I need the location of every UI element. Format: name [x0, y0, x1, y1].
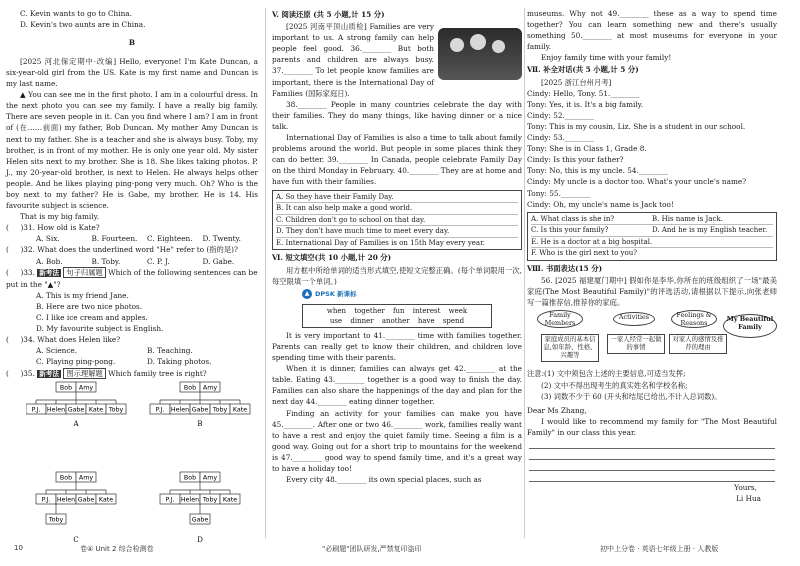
tree-node: [76, 494, 96, 504]
tree-node: [56, 472, 76, 482]
tree-node: [76, 472, 96, 482]
svg-text:Gabe: Gabe: [191, 406, 209, 414]
svg-text:Amy: Amy: [202, 474, 218, 482]
svg-text:Helen: Helen: [56, 496, 76, 504]
tree-node: [190, 404, 210, 414]
question-32: ( )32. What does the underlined word "He" refer to (指的是)?: [6, 245, 238, 255]
tree-node: [170, 404, 190, 414]
logo-icon: ▲: [302, 289, 312, 299]
footer-left: 卷④ Unit 2 综合检测卷: [80, 545, 154, 553]
svg-text:Helen: Helen: [180, 496, 200, 504]
word-bank-box: [302, 304, 492, 328]
svg-text:Gabe: Gabe: [77, 496, 95, 504]
svg-text:Gabe: Gabe: [191, 516, 209, 524]
passage-paragraph: That is my big family.: [20, 212, 100, 222]
tree-node: [180, 382, 200, 392]
fill-paragraph-continued: museums. Why not 49.________ these as a way to spend time together? You can learn something new and there's usually something 50.________ at most museums for everyone in your family.: [527, 9, 777, 52]
mind-node: Family Members: [537, 310, 583, 328]
mind-box: 家庭成员的基本信息,如年龄、性格、兴趣等: [541, 334, 599, 362]
fill-paragraph: Finding an activity for your families can make you have 45.________. After one or two 46.________ work, families really want to have a rest and enjoy the quiet family time. Seeing a film is a good way. Going out for a short trip to mountains for the weekend is 47.________ good way to spend family time, and it's a great way to have a holiday too!: [272, 408, 522, 473]
column-divider: [524, 8, 525, 538]
q33-options: A. This is my friend Jane. B. Here are two nice photos. C. I like ice cream and apples. D. My favourite subject is English.: [36, 290, 164, 334]
tree-node: [150, 404, 170, 414]
word-row: use dinner another have spend: [329, 316, 465, 325]
section-8-title: Ⅷ. 书面表达(15 分): [527, 264, 603, 274]
family-tree-diagram: [26, 380, 258, 566]
fill-paragraph: Every city 48.________ its own special places, such as: [286, 475, 482, 485]
section-6-instruction: 用方框中所给单词的适当形式填空,使短文完整正确。(每个单词限用一次,每空限填一个单词。): [272, 265, 522, 286]
question-35: ( )35. 新考法 图示理解题 Which family tree is right?: [6, 368, 207, 378]
tree-node: [56, 382, 76, 392]
tree-node: [180, 472, 200, 482]
tree-node: [200, 494, 220, 504]
family-photo: [438, 28, 522, 80]
tree-node: [190, 514, 210, 524]
tree-node: [210, 404, 230, 414]
svg-text:Kate: Kate: [232, 406, 248, 414]
dialogue-line: Tony: 55.________: [527, 188, 591, 198]
svg-text:Bob: Bob: [183, 474, 197, 482]
svg-text:Kate: Kate: [88, 406, 104, 414]
svg-text:Toby: Toby: [202, 496, 218, 504]
tree-node: [36, 494, 56, 504]
tree-node: [46, 514, 66, 524]
dialogue-line: Cindy: My uncle is a doctor too. What's your uncle's name?: [527, 177, 747, 187]
svg-text:P.J.: P.J.: [31, 406, 41, 414]
svg-text:P.J.: P.J.: [165, 496, 175, 504]
dialogue-line: Tony: She is in Class 1, Grade 8.: [527, 144, 647, 154]
writing-line[interactable]: [529, 449, 775, 460]
q34-options: A. Science. B. Teaching. C. Playing ping-pong. D. Taking photos.: [36, 346, 212, 367]
column-3: [527, 8, 777, 504]
svg-text:Bob: Bob: [59, 384, 73, 392]
letter-close: Yours,: [734, 483, 757, 492]
tree-node: [200, 472, 220, 482]
tree-node: [160, 494, 180, 504]
section-5-title: V. 阅读还原 (共 5 小题,计 15 分): [272, 10, 385, 19]
svg-text:Toby: Toby: [108, 406, 124, 414]
footer-right: 初中上分卷 · 英语七年级上册 · 人教版: [600, 545, 719, 553]
reading-paragraph: International Day of Families is also a time to talk about family problems around the world. But people in some places think they can do better. 39.________ In Canada, people celebrate Family Day on the third Monday in February. 40.________ They are at home and have fun with their families.: [272, 133, 522, 187]
writing-task: 56. [2025 福建厦门期中] 假如你是李华,你所在的班级组织了一场"最美家庭(The Most Beautiful Family)"的评选活动,请根据以下提示,向张老师写一篇推荐信,推荐你的家庭。: [527, 276, 777, 308]
tree-node: [200, 382, 220, 392]
family-trees: [26, 380, 258, 566]
reading-paragraph: 38.________ People in many countries celebrate the day with their families. They do many things, like having dinner or a nice talk.: [272, 99, 522, 131]
tree-node: [26, 404, 46, 414]
question-33: ( )33. 新考法 句子归属题 Which of the following sentences can be put in the "▲"?: [6, 267, 258, 289]
tree-label: A: [73, 419, 79, 428]
section-6-title: Ⅵ. 短文填空(共 10 小题,计 20 分): [272, 253, 392, 263]
page-number: 10: [14, 544, 23, 552]
word-row: when together fun interest week: [326, 306, 468, 315]
fill-paragraph: When it is dinner, families can always get 42.________ at the table. Eating 43.________ together is a good way to finish the day. Families can also share the happenings of the day and plan for the next day 44.________ eating dinner together.: [272, 364, 522, 407]
tree-label: D: [197, 535, 203, 544]
svg-text:Toby: Toby: [48, 516, 64, 524]
svg-text:Amy: Amy: [78, 474, 94, 482]
dialogue-options-box: A. What class is she in? B. His name is Jack. C. Is this your family? D. And he is my English teacher. E. He is a doctor at a big hospital. F. Who is the girl next to you?: [527, 212, 777, 261]
letter-opening: I would like to recommend my family for "The Most Beautiful Family" in our class this year.: [527, 416, 777, 437]
svg-text:Helen: Helen: [46, 406, 66, 414]
mind-map: [527, 310, 777, 366]
svg-text:Bob: Bob: [59, 474, 73, 482]
svg-text:Helen: Helen: [170, 406, 190, 414]
svg-text:Bob: Bob: [183, 384, 197, 392]
svg-text:Amy: Amy: [202, 384, 218, 392]
svg-text:Kate: Kate: [222, 496, 238, 504]
writing-line[interactable]: [529, 471, 775, 482]
option-line: C. Kevin wants to go to China.: [20, 9, 132, 18]
dialogue: [527, 88, 777, 210]
svg-text:P.J.: P.J.: [41, 496, 51, 504]
svg-text:Toby: Toby: [212, 406, 228, 414]
writing-note: 注意:(1) 文中须包含上述的主要信息,可适当发挥;: [527, 369, 686, 379]
q31-options: A. Six. B. Fourteen. C. Eighteen. D. Twenty.: [36, 234, 242, 244]
dialogue-line: Cindy: Hello, Tony. 51.________: [527, 88, 640, 98]
dialogue-line: Tony: This is my cousin, Liz. She is a student in our school.: [527, 121, 746, 131]
question-31: ( )31. How old is Kate?: [6, 223, 100, 233]
mind-center: My Beautiful Family: [723, 314, 777, 338]
tree-node: [180, 494, 200, 504]
tree-label: B: [197, 419, 203, 428]
mind-node: Feelings & Reasons: [671, 310, 717, 328]
dialogue-line: Cindy: 52.________: [527, 110, 594, 120]
question-34: ( )34. What does Helen like?: [6, 335, 121, 345]
svg-text:Gabe: Gabe: [67, 406, 85, 414]
svg-text:P.J.: P.J.: [155, 406, 165, 414]
passage-paragraph: ▲ You can see me in the first photo. I am in a colourful dress. In the next photo you can see my family. I have a really big family. There are seven people in it. Can you find where I am? I am in front of (在……前面) my father, Bob Duncan. My mother Amy Duncan is next to my father. She is a teacher and she is always busy. Toby, my brother, is in front of my mother. He is only one year old. My sister Helen sits next to my brother. She is 18. She likes taking photos. P. J., my 20-year-old brother, is next to Helen. He always helps other people. And he likes playing ping-pong very much. Oh? Who is the boy next to my father? He is Gabe, my brother. He is 14. His favourite subject is science.: [6, 90, 258, 211]
fill-paragraph: Enjoy family time with your family!: [541, 53, 672, 63]
q32-options: A. Bob. B. Toby. C. P. J. D. Gabe.: [36, 256, 235, 266]
section-7-source: [2025 浙江台州月考]: [541, 77, 612, 87]
tree-node: [106, 404, 126, 414]
letter-greeting: Dear Ms Zhang,: [527, 405, 587, 415]
fill-paragraph: It is very important to 41.________ time with families together. Parents can really get to know their children, and children love spending time with their parents.: [272, 330, 522, 363]
tree-label: C: [73, 535, 79, 544]
section-7-title: Ⅶ. 补全对话(共 5 小题,计 5 分): [527, 65, 639, 75]
dialogue-line: Tony: No, this is my uncle. 54.________: [527, 166, 669, 176]
tree-node: [230, 404, 250, 414]
passage-paragraph: [2025 河北保定期中·改编] Hello, everyone! I'm Kate Duncan, a six-year-old girl from the US. Kate is my first name and Duncan is my last name.: [6, 56, 258, 89]
reading-options-box: A. So they have their Family Day. B. It can also help make a good world. C. Children don't go to school on that day. D. They don't have much time to meet every day. E. International Day of Families is on 15th May every year.: [272, 190, 522, 251]
tree-node: [56, 494, 76, 504]
writing-note: (3) 词数不少于 60 (开头和结尾已给出,不计入总词数)。: [541, 391, 722, 401]
mind-node: Activities: [613, 312, 655, 326]
tree-node: [46, 404, 66, 414]
section-b-title: B: [128, 38, 136, 48]
tree-node: [66, 404, 86, 414]
svg-text:Amy: Amy: [78, 384, 94, 392]
mind-box: 一家人经常一起做的事情: [607, 334, 665, 354]
mind-box: 对家人的感情及推荐的理由: [669, 334, 727, 354]
dialogue-line: Cindy: 53.________: [527, 133, 594, 143]
letter-signature: Li Hua: [736, 494, 761, 504]
writing-line[interactable]: [529, 460, 775, 471]
writing-note: (2) 文中不得出现考生的真实姓名和学校名称;: [541, 380, 688, 390]
dialogue-line: Tony: Yes, it is. It's a big family.: [527, 99, 644, 109]
writing-line[interactable]: [529, 438, 775, 449]
reading-paragraph: [2025 河南平顶山质检] Families are very important to us. A strong family can help people feel good. 36.________ But both parents and children are always busy. 37.________ To let people know families are important, there is the International Day of Families (国际家庭日).: [272, 22, 434, 98]
tree-node: [86, 404, 106, 414]
option-line: D. Kevin's two aunts are in China.: [20, 20, 146, 30]
dpsk-logo: ▲ DPSK 新课标: [302, 289, 357, 300]
dialogue-line: Cindy: Is this your father?: [527, 155, 624, 165]
footer-center: "必刷题"团队研发,严禁复印盗印: [322, 545, 422, 553]
tree-node: [76, 382, 96, 392]
tree-node: [96, 494, 116, 504]
column-1: [6, 8, 258, 566]
dialogue-line: Cindy: Oh, my uncle's name is Jack too!: [527, 199, 674, 209]
svg-text:Kate: Kate: [98, 496, 114, 504]
column-divider: [265, 8, 266, 538]
tree-node: [220, 494, 240, 504]
